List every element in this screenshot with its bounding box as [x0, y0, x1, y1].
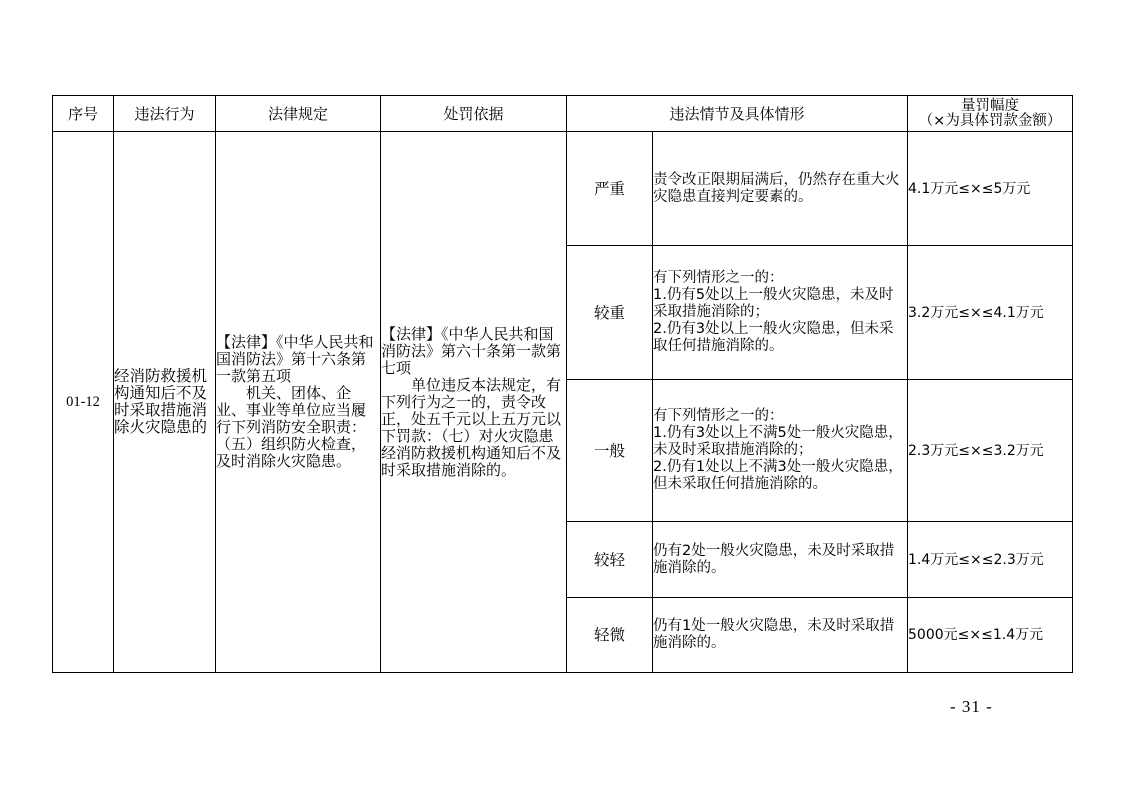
detail-line: 1.仍有3处以上不满5处一般火灾隐患，未及时采取措施消除的；: [653, 425, 903, 458]
level-cell: 一般: [567, 380, 653, 522]
detail-line: 有下列情形之一的：: [653, 408, 784, 424]
table-row: [53, 132, 1073, 246]
detail-line: 仍有2处一般火灾隐患，未及时采取措施消除的。: [653, 542, 895, 576]
header-row: [53, 96, 1073, 132]
basis-title: 【法律】《中华人民共和国消防法》第六十条第一款第七项: [381, 324, 562, 377]
detail-line: 有下列情形之一的：: [653, 270, 784, 286]
header-law: 法律规定: [216, 96, 381, 132]
header-serial: 序号: [53, 96, 114, 132]
range-cell: 2.3万元≤×≤3.2万元: [908, 380, 1073, 522]
header-violation: 违法行为: [114, 96, 216, 132]
range-cell: 4.1万元≤×≤5万元: [908, 132, 1073, 246]
level-cell: 较重: [567, 246, 653, 380]
detail-cell: [653, 522, 908, 598]
detail-cell: [653, 380, 908, 522]
serial-cell: 01-12: [53, 132, 114, 673]
header-range: [908, 96, 1073, 132]
basis-cell: [381, 132, 567, 673]
level-cell: 严重: [567, 132, 653, 246]
range-cell: 3.2万元≤×≤4.1万元: [908, 246, 1073, 380]
detail-cell: [653, 246, 908, 380]
detail-line: 1.仍有5处以上一般火灾隐患，未及时采取措施消除的；: [653, 287, 894, 320]
detail-cell: [653, 132, 908, 246]
header-range-line2: （×为具体罚款金额）: [918, 112, 1062, 129]
detail-line: 2.仍有3处以上一般火灾隐患，但未采取任何措施消除的。: [653, 321, 894, 354]
law-cell: [216, 132, 381, 673]
penalty-table: [52, 95, 1073, 673]
range-cell: 5000元≤×≤1.4万元: [908, 598, 1073, 673]
page-number: - 31 -: [950, 697, 993, 716]
header-range-line1: 量罚幅度: [961, 97, 1020, 114]
level-cell: 较轻: [567, 522, 653, 598]
law-title: 【法律】《中华人民共和国消防法》第十六条第一款第五项: [216, 333, 374, 385]
header-circumstance: 违法情节及具体情形: [567, 96, 908, 132]
basis-body: 单位违反本法规定，有下列行为之一的，责令改正，处五千元以上五万元以下罚款：（七）对火灾隐患经消防救援机构通知后不及时采取措施消除的。: [381, 375, 562, 479]
violation-cell: 经消防救援机构通知后不及时采取措施消除火灾隐患的: [114, 132, 216, 673]
detail-line: 仍有1处一般火灾隐患，未及时采取措施消除的。: [653, 618, 895, 651]
law-body: 机关、团体、企业、事业等单位应当履行下列消防安全职责：（五）组织防火检查，及时消除火灾隐患。: [216, 384, 367, 470]
header-basis: 处罚依据: [381, 96, 567, 132]
level-cell: 轻微: [567, 598, 653, 673]
range-cell: 1.4万元≤×≤2.3万元: [908, 522, 1073, 598]
detail-line: 责令改正限期届满后，仍然存在重大火灾隐患直接判定要素的。: [653, 171, 900, 205]
detail-line: 2.仍有1处以上不满3处一般火灾隐患，但未采取任何措施消除的。: [653, 459, 903, 492]
detail-cell: [653, 598, 908, 673]
